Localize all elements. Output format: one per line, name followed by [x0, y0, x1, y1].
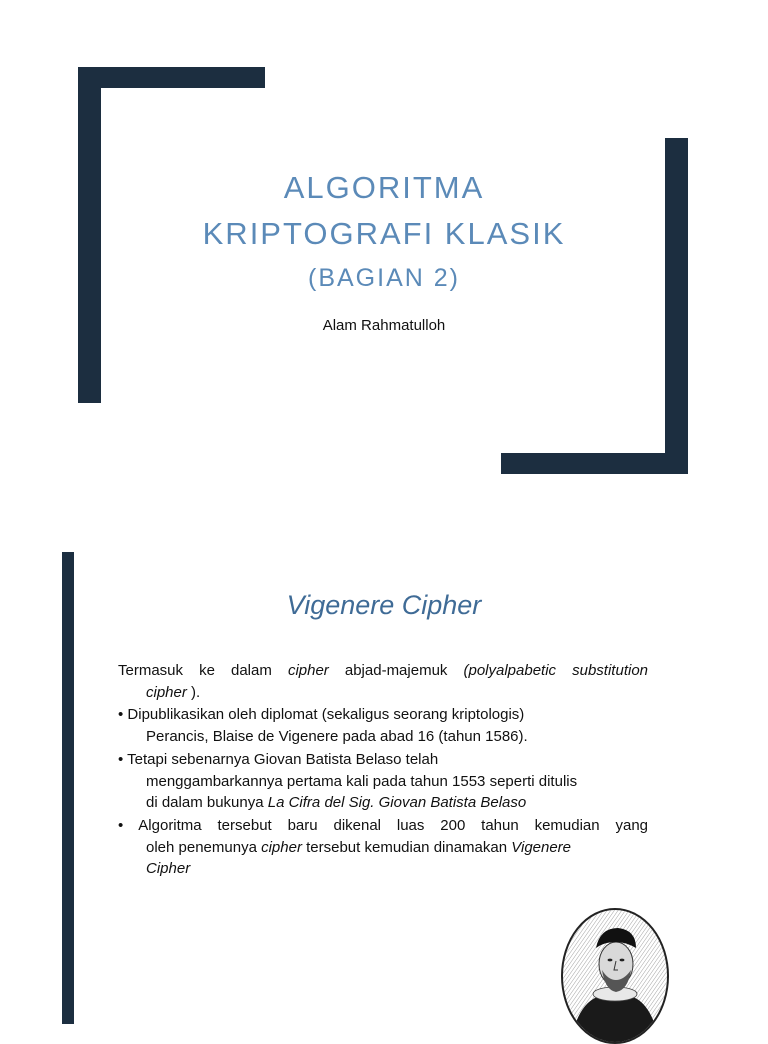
slide-body [118, 660, 648, 881]
text: ). [186, 683, 201, 701]
text: tersebut kemudian dinamakan [301, 838, 512, 856]
author-name: Alam Rahmatulloh [322, 317, 446, 334]
text-italic: cipher [146, 683, 187, 701]
text-italic: cipher [261, 838, 302, 856]
text: di dalam bukunya [146, 794, 268, 812]
text: menggambarkannya pertama kali pada tahun 1553 seperti ditulis [146, 772, 578, 790]
title-line-2: KRIPTOGRAFI KLASIK [202, 216, 566, 251]
subtitle: (BAGIAN 2) [308, 264, 460, 292]
left-accent-bar [62, 552, 74, 1024]
slide-heading: Vigenere Cipher [286, 590, 482, 620]
book-title: La Cifra del Sig. Giovan Batista Belaso [267, 794, 527, 812]
bullet-item [118, 749, 648, 814]
text: abjad-majemuk [328, 662, 464, 679]
bullet-item [118, 815, 648, 880]
text: Termasuk ke dalam [118, 662, 288, 679]
text: • Tetapi sebenarnya Giovan Batista Belaso telah [118, 750, 439, 768]
text-italic: cipher [287, 662, 329, 679]
title-line-1: ALGORITMA [283, 170, 485, 205]
portrait-image [560, 904, 670, 1044]
paragraph-1 [118, 660, 648, 703]
bullet-item [118, 704, 648, 747]
text: oleh penemunya [146, 838, 262, 856]
text-italic: Vigenere [511, 838, 572, 856]
text-italic: Cipher [146, 860, 191, 878]
text: • Algoritma tersebut baru dikenal luas 200 tahun kemudian yang [118, 816, 648, 834]
text: • Dipublikasikan oleh diplomat (sekaligus seorang kriptologis) [118, 706, 525, 724]
frame-top-left-horizontal [78, 67, 265, 88]
text-italic: (polyalpabetic substitution [463, 662, 649, 679]
frame-bottom-right-horizontal [501, 453, 688, 474]
content-slide [0, 512, 768, 1024]
title-slide [0, 0, 768, 512]
text: Perancis, Blaise de Vigenere pada abad 16 (tahun 1586). [146, 728, 528, 746]
